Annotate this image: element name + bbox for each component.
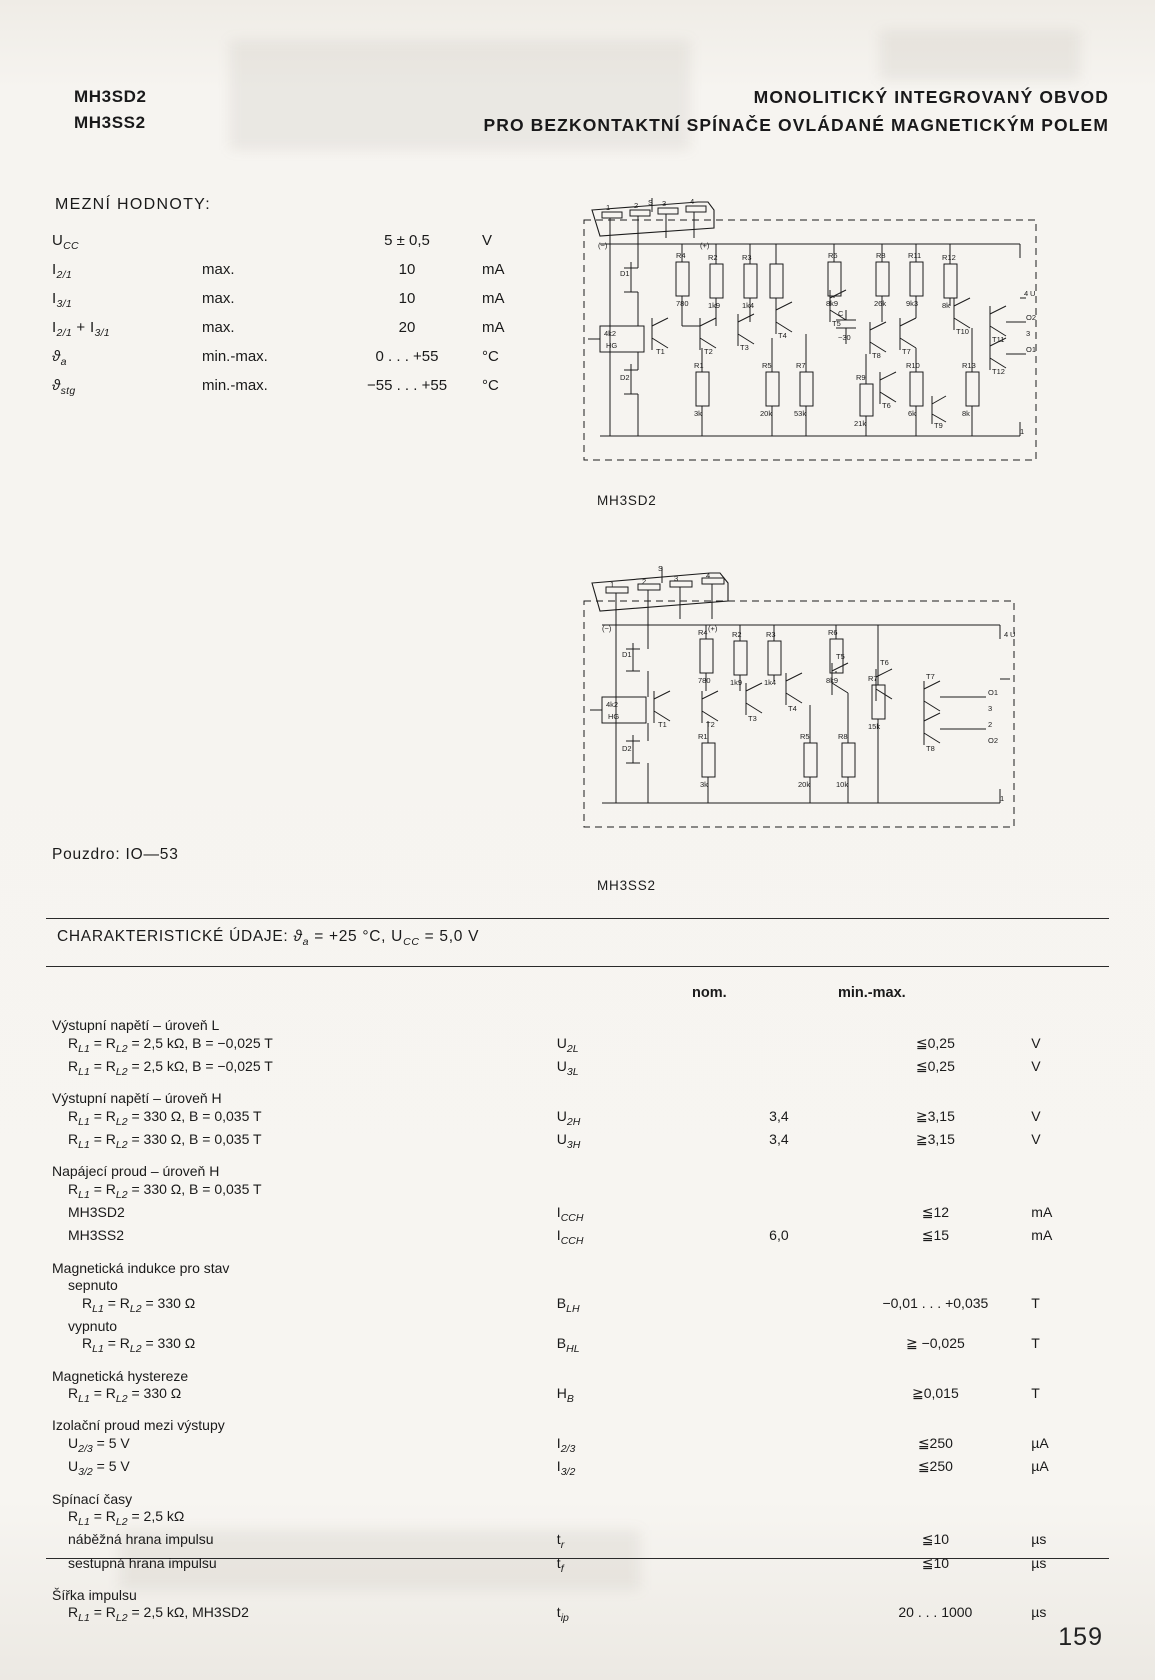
row-condition: sepnuto (68, 1277, 118, 1294)
row-symbol: $I_{3/2}$ (556, 1458, 576, 1479)
svg-text:R11: R11 (908, 251, 922, 260)
svg-text:9k3: 9k3 (906, 299, 919, 308)
limit-unit: V (482, 232, 493, 249)
row-nom: 6,0 (769, 1227, 789, 1244)
row-nom (718, 1035, 839, 1058)
table-row (52, 1482, 1102, 1509)
svg-text:1: 1 (606, 203, 611, 212)
svg-text:R3: R3 (742, 253, 752, 262)
svg-text:R9: R9 (856, 373, 866, 382)
table-row (52, 1295, 1102, 1318)
row-minmax: ≦12 (921, 1203, 950, 1220)
row-unit: µA (1031, 1434, 1049, 1451)
row-condition: $R_{L1} = R_{L2} = 330$ Ω (68, 1385, 182, 1405)
row-condition: $R_{L1} = R_{L2} = 330$ Ω (82, 1294, 196, 1315)
svg-text:T8: T8 (926, 744, 935, 753)
group-heading: Výstupní napětí – úroveň L (52, 1017, 220, 1033)
limit-unit: °C (482, 377, 499, 394)
svg-text:(−): (−) (602, 624, 612, 633)
svg-text:1k4: 1k4 (742, 301, 755, 310)
table-row (52, 1108, 1102, 1131)
svg-text:4: 4 (1004, 630, 1009, 639)
limit-symbol: $ϑ_{stg}$ (52, 377, 76, 397)
schematic-1-caption: MH3SD2 (597, 493, 657, 508)
svg-text:C: C (838, 309, 844, 318)
row-symbol: $I_{2/3}$ (556, 1434, 576, 1455)
svg-text:8k9: 8k9 (826, 676, 839, 685)
limit-qualifier: max. (202, 290, 235, 307)
device-codes (74, 84, 147, 136)
svg-text:6k: 6k (908, 409, 916, 418)
svg-text:R10: R10 (906, 361, 920, 370)
row-unit: µA (1031, 1458, 1049, 1475)
row-symbol: $U_{2L}$ (556, 1034, 579, 1055)
limit-unit: mA (482, 319, 505, 336)
row-unit: µs (1031, 1554, 1047, 1571)
row-minmax: ≧0,015 (911, 1385, 959, 1402)
table-row (52, 1408, 1102, 1435)
table-row (52, 1081, 1102, 1108)
row-minmax: 20 . . . 1000 (898, 1604, 973, 1621)
row-nom (718, 1385, 839, 1408)
limit-qualifier: min.-max. (202, 377, 268, 394)
svg-text:4: 4 (690, 198, 695, 206)
svg-text:T9: T9 (934, 421, 943, 430)
svg-text:R3: R3 (766, 630, 776, 639)
svg-text:(+): (+) (700, 241, 710, 250)
limit-unit: mA (482, 290, 505, 307)
row-condition: $U_{3/2} = 5$ V (68, 1458, 130, 1479)
page-title (483, 83, 1109, 139)
svg-text:1k9: 1k9 (730, 678, 743, 687)
row-minmax: ≦0,25 (915, 1057, 955, 1074)
svg-text:R1: R1 (698, 732, 708, 741)
row-condition: $R_{L1} = R_{L2} = 2,5$ kΩ, MH3SD2 (68, 1604, 249, 1625)
limit-value: 20 (398, 319, 416, 336)
svg-text:T2: T2 (706, 720, 715, 729)
svg-text:2: 2 (642, 577, 647, 586)
table-row (52, 1058, 1102, 1081)
table-row (52, 315, 552, 344)
limits-title: MEZNÍ HODNOTY: (55, 196, 211, 213)
divider-top (46, 918, 1109, 919)
group-heading: Magnetická hystereze (52, 1367, 189, 1384)
svg-text:R5: R5 (800, 732, 810, 741)
table-row (52, 344, 552, 373)
page-title-line1: MONOLITICKÝ INTEGROVANÝ OBVOD (753, 87, 1109, 107)
limit-qualifier (202, 228, 332, 257)
svg-text:15k: 15k (868, 722, 881, 731)
svg-text:21k: 21k (854, 419, 867, 428)
table-row (52, 1578, 1102, 1605)
limit-value: −55 . . . +55 (366, 377, 448, 394)
limit-symbol: $I_{2/1}$ (52, 261, 72, 281)
svg-text:T3: T3 (740, 343, 749, 352)
row-minmax: ≧3,15 (915, 1130, 955, 1147)
svg-text:D2: D2 (620, 373, 630, 382)
row-condition: $R_{L1} = R_{L2} = 330$ Ω, B = 0,035 T (68, 1180, 262, 1201)
svg-text:U: U (1010, 630, 1016, 639)
svg-text:R7: R7 (868, 674, 878, 683)
row-condition: $R_{L1} = R_{L2} = 330$ Ω, B = 0,035 T (68, 1107, 262, 1128)
row-symbol: $B_{LH}$ (556, 1294, 580, 1315)
svg-text:O2: O2 (1026, 313, 1037, 322)
row-symbol: $I_{CCH}$ (556, 1203, 584, 1224)
row-minmax: ≦15 (921, 1227, 950, 1244)
svg-text:3: 3 (674, 574, 679, 583)
svg-text:R5: R5 (762, 361, 772, 370)
schematic-mh3sd2-svg (580, 198, 1050, 488)
svg-text:O2: O2 (988, 736, 999, 745)
table-row (52, 286, 552, 315)
svg-text:4: 4 (706, 571, 711, 580)
svg-text:R13: R13 (962, 361, 976, 370)
limit-qualifier: min.-max. (202, 348, 268, 365)
table-row (52, 1227, 1102, 1250)
svg-text:T8: T8 (872, 351, 881, 360)
svg-text:4k2: 4k2 (604, 329, 617, 338)
row-unit: T (1031, 1335, 1040, 1352)
row-condition: $U_{2/3} = 5$ V (68, 1434, 130, 1455)
row-symbol: $I_{CCH}$ (556, 1227, 584, 1248)
row-minmax: ≦250 (917, 1458, 953, 1475)
svg-text:R4: R4 (698, 628, 708, 637)
svg-text:R7: R7 (796, 361, 806, 370)
row-condition: MH3SS2 (68, 1227, 125, 1244)
svg-text:20k: 20k (798, 780, 811, 789)
row-nom (718, 1604, 839, 1627)
row-nom (718, 1531, 839, 1554)
svg-text:1: 1 (1000, 794, 1005, 803)
row-symbol: $t_{ip}$ (556, 1604, 569, 1625)
row-minmax: ≦250 (917, 1434, 953, 1451)
row-condition: MH3SD2 (68, 1203, 125, 1220)
table-row (52, 1204, 1102, 1227)
row-nom (718, 1458, 839, 1481)
row-unit: T (1031, 1294, 1040, 1311)
characteristics-table (52, 1008, 1102, 1628)
svg-text:R8: R8 (876, 251, 886, 260)
row-condition: náběžná hrana impulsu (68, 1531, 214, 1548)
limit-value: 5 ± 0,5 (384, 232, 430, 249)
svg-text:1k9: 1k9 (708, 301, 721, 310)
schematic-2-caption: MH3SS2 (597, 878, 656, 893)
row-nom: 3,4 (769, 1107, 789, 1124)
table-row (52, 1181, 1102, 1204)
svg-text:10k: 10k (836, 780, 849, 789)
characteristics-title: CHARAKTERISTICKÉ ÚDAJE: $ϑ_a = +25$ °C, $U_{CC} = 5,0$ V (57, 928, 480, 949)
schematic-mh3sd2 (580, 198, 1050, 488)
svg-text:26k: 26k (874, 299, 887, 308)
column-header-nom: nom. (692, 985, 727, 1001)
svg-text:R6: R6 (828, 628, 838, 637)
row-symbol: $U_{2H}$ (556, 1107, 581, 1128)
row-condition: $R_{L1} = R_{L2} = 2,5$ kΩ, B = −0,025 T (68, 1057, 273, 1078)
row-nom (718, 1204, 839, 1227)
table-row (52, 373, 552, 402)
table-row (52, 1251, 1102, 1278)
row-nom (718, 1295, 839, 1318)
group-heading: Výstupní napětí – úroveň H (52, 1090, 222, 1107)
svg-text:U: U (1030, 289, 1036, 298)
row-nom: 3,4 (769, 1130, 789, 1147)
svg-text:3: 3 (662, 199, 667, 208)
table-row (52, 1277, 1102, 1295)
device-code-2: MH3SS2 (74, 113, 146, 132)
limit-symbol: $U_{CC}$ (52, 232, 79, 252)
svg-text:R2: R2 (732, 630, 742, 639)
row-nom (718, 1555, 839, 1578)
svg-text:R4: R4 (676, 251, 686, 260)
page-number: 159 (1058, 1623, 1103, 1651)
group-heading: Izolační proud mezi výstupy (52, 1417, 225, 1434)
group-heading: Šířka impulsu (52, 1586, 137, 1603)
row-minmax: ≦0,25 (915, 1034, 955, 1051)
row-unit: V (1031, 1130, 1041, 1147)
row-condition: $R_{L1} = R_{L2} = 330$ Ω (82, 1335, 196, 1356)
row-symbol: $U_{3H}$ (556, 1130, 581, 1151)
svg-text:T1: T1 (658, 720, 667, 729)
svg-text:780: 780 (676, 299, 689, 308)
svg-text:T4: T4 (778, 331, 787, 340)
table-row (52, 1531, 1102, 1554)
page-title-line2: PRO BEZKONTAKTNÍ SPÍNAČE OVLÁDANÉ MAGNETICKÝM POLEM (483, 115, 1109, 135)
row-symbol: $t_r$ (556, 1531, 565, 1552)
row-unit: mA (1031, 1227, 1053, 1244)
table-row (52, 1131, 1102, 1154)
svg-text:S: S (648, 198, 654, 207)
row-symbol: $B_{HL}$ (556, 1335, 580, 1356)
row-symbol: $H_B$ (556, 1385, 574, 1405)
row-unit: mA (1031, 1203, 1053, 1220)
table-row (52, 1385, 1102, 1408)
group-heading: Spínací časy (52, 1490, 133, 1507)
svg-text:(−): (−) (598, 241, 608, 250)
svg-text:3k: 3k (694, 409, 702, 418)
table-row (52, 1458, 1102, 1481)
row-nom (718, 1335, 839, 1358)
svg-text:T5: T5 (836, 652, 845, 661)
table-row (52, 1008, 1102, 1035)
svg-text:2: 2 (988, 720, 993, 729)
svg-text:4k2: 4k2 (606, 700, 619, 709)
svg-text:4: 4 (1024, 289, 1029, 298)
svg-text:53k: 53k (794, 409, 807, 418)
limit-symbol: $I_{2/1} + I_{3/1}$ (52, 319, 110, 339)
row-symbol: $t_f$ (556, 1554, 564, 1575)
limit-symbol: $I_{3/1}$ (52, 290, 72, 310)
svg-text:T12: T12 (992, 367, 1005, 376)
row-unit: T (1031, 1385, 1040, 1402)
svg-text:1k4: 1k4 (764, 678, 777, 687)
table-row (52, 257, 552, 286)
svg-text:T10: T10 (956, 327, 969, 336)
svg-text:T3: T3 (748, 714, 757, 723)
row-minmax: ≧3,15 (915, 1107, 955, 1124)
svg-text:3k: 3k (700, 780, 708, 789)
row-unit: V (1031, 1057, 1041, 1074)
schematic-mh3ss2-svg (580, 565, 1050, 855)
svg-text:3: 3 (988, 704, 993, 713)
svg-text:R12: R12 (942, 253, 956, 262)
svg-text:T2: T2 (704, 347, 713, 356)
limit-qualifier: max. (202, 319, 235, 336)
svg-text:R8: R8 (838, 732, 848, 741)
table-row (52, 1604, 1102, 1627)
row-minmax: ≦10 (921, 1531, 950, 1548)
row-unit: µs (1031, 1531, 1047, 1548)
svg-text:1: 1 (1020, 427, 1025, 436)
limit-qualifier: max. (202, 261, 235, 278)
row-condition: vypnuto (68, 1317, 118, 1334)
page-header (46, 58, 1109, 154)
package-label: Pouzdro: IO—53 (52, 846, 179, 863)
table-row (52, 1335, 1102, 1358)
table-row (52, 228, 552, 257)
svg-text:R6: R6 (828, 251, 838, 260)
svg-text:R2: R2 (708, 253, 718, 262)
column-header-minmax: min.-max. (838, 985, 906, 1001)
row-minmax: ≦10 (921, 1554, 950, 1571)
device-code-1: MH3SD2 (74, 87, 147, 106)
svg-text:HG: HG (606, 341, 618, 350)
svg-text:O1: O1 (1026, 345, 1037, 354)
svg-text:T4: T4 (788, 704, 797, 713)
svg-text:T1: T1 (656, 347, 665, 356)
row-nom (718, 1435, 839, 1458)
row-nom (718, 1058, 839, 1081)
limit-unit: mA (482, 261, 505, 278)
row-unit: V (1031, 1034, 1041, 1051)
table-row (52, 1318, 1102, 1336)
svg-text:O1: O1 (988, 688, 999, 697)
svg-text:S: S (658, 565, 664, 573)
row-condition: sestupná hrana impulsu (68, 1554, 217, 1571)
svg-text:T5: T5 (832, 319, 841, 328)
svg-text:T6: T6 (882, 401, 891, 410)
svg-text:D2: D2 (622, 744, 632, 753)
schematic-mh3ss2 (580, 565, 1050, 855)
group-heading: Napájecí proud – úroveň H (52, 1163, 220, 1180)
limit-value: 10 (398, 290, 416, 307)
row-condition: $R_{L1} = R_{L2} = 2,5$ kΩ (68, 1508, 185, 1528)
row-condition: $R_{L1} = R_{L2} = 330$ Ω, B = 0,035 T (68, 1130, 262, 1151)
table-row (52, 1508, 1102, 1531)
group-heading: Magnetická indukce pro stav (52, 1259, 230, 1276)
row-symbol: $U_{3L}$ (556, 1057, 579, 1078)
svg-text:8k: 8k (962, 409, 970, 418)
svg-text:8k9: 8k9 (826, 299, 839, 308)
table-row (52, 1555, 1102, 1578)
svg-text:1: 1 (610, 580, 615, 589)
svg-text:R1: R1 (694, 361, 704, 370)
row-minmax: −0,01 . . . +0,035 (882, 1294, 989, 1311)
svg-text:780: 780 (698, 676, 711, 685)
svg-text:HG: HG (608, 712, 620, 721)
table-row (52, 1035, 1102, 1058)
divider-under-title (46, 966, 1109, 967)
row-condition: $R_{L1} = R_{L2} = 2,5$ kΩ, B = −0,025 T (68, 1034, 273, 1055)
row-unit: µs (1031, 1604, 1047, 1621)
limit-unit: °C (482, 348, 499, 365)
svg-text:D1: D1 (620, 269, 630, 278)
svg-text:(+): (+) (708, 624, 718, 633)
svg-text:~30: ~30 (838, 333, 851, 342)
limit-value: 0 . . . +55 (375, 348, 439, 365)
svg-text:T6: T6 (880, 658, 889, 667)
table-row (52, 1435, 1102, 1458)
row-minmax: ≧ −0,025 (905, 1335, 965, 1352)
svg-text:T7: T7 (902, 347, 911, 356)
svg-text:8k: 8k (942, 301, 950, 310)
svg-text:T7: T7 (926, 672, 935, 681)
table-row (52, 1154, 1102, 1181)
row-unit: V (1031, 1107, 1041, 1124)
svg-text:20k: 20k (760, 409, 773, 418)
limit-value: 10 (398, 261, 416, 278)
limits-table (52, 228, 552, 402)
limit-symbol: $ϑ_a$ (52, 348, 67, 368)
svg-text:D1: D1 (622, 650, 632, 659)
svg-text:2: 2 (634, 201, 639, 210)
table-row (52, 1359, 1102, 1386)
svg-text:3: 3 (1026, 329, 1031, 338)
svg-text:T11: T11 (992, 335, 1005, 344)
